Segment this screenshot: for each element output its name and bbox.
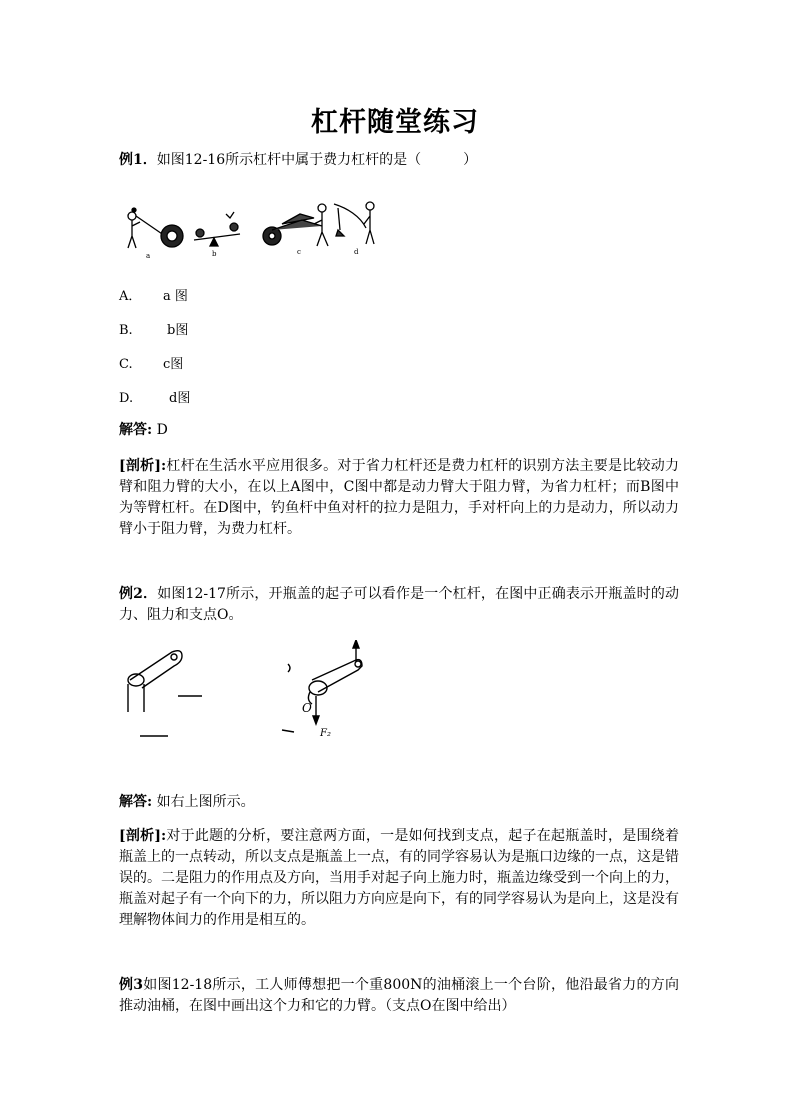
figure-label-d: d [354,248,359,256]
q1-figure [122,200,387,260]
q2-answer: 解答: 如右上图所示。 [119,794,255,810]
q1-option-c: C. c图 [119,357,184,372]
q1-text: 如图12-16所示杠杆中属于费力杠杆的是（ ） [156,152,478,168]
q1-option-a: A． a 图 [119,289,188,304]
opener-left [128,651,202,736]
figure-label-b: b [212,250,217,258]
q1-label: 例1． [119,152,157,168]
figure-d [334,202,374,244]
pivot-label: O [302,701,312,715]
figure-c [263,204,328,246]
page-title: 杠杆随堂练习 [311,107,479,138]
figure-label-a: a [146,252,151,260]
q1-analysis: [剖析]:杠杆在生活水平应用很多。对于省力杠杆还是费力杠杆的识别方法主要是比较动力臂和阻力臂的大小，在以上A图中，C图中都是动力臂大于阻力臂，为省力杠杆；而B图中为等臂杠杆。在D图中，钓鱼杆中鱼对杆的拉力是阻力，手对杆向上的力是动力，所以动力臂小于阻力臂，为费力杠杆。 [119,458,679,537]
figure-label-c: c [297,248,301,256]
figure-a [128,208,183,248]
q1-option-b: B. b图 [119,323,189,338]
q2-question: 例2．如图12-17所示，开瓶盖的起子可以看作是一个杠杆，在图中正确表示开瓶盖时的动力、阻力和支点O。 [119,586,679,623]
q2-analysis: [剖析]:对于此题的分析，要注意两方面，一是如何找到支点，起子在起瓶盖时，是围绕着瓶盖上的一点转动，所以支点是瓶盖上一点，有的同学容易认为是瓶口边缘的一点，这是错误的。二是阻力的作用点及方向，当用手对起子向上施力时，瓶盖边缘受到一个向上的力，瓶盖对起子有一个向下的力，所以阻力方向应是向下，有的同学容易认为是向上，这是没有理解物体间力的作用是相互的。 [119,828,679,928]
q2-figure [122,640,382,750]
q1-question [119,150,679,171]
force-label: F₂ [320,728,331,739]
q1-answer: 解答: D [119,422,168,438]
q1-option-d: D. d图 [119,391,191,406]
opener-right [282,640,362,732]
figure-b [194,212,240,246]
q3-question: 例3如图12-18所示，工人师傅想把一个重800N的油桶滚上一个台阶，他沿最省力的方向推动油桶，在图中画出这个力和它的力臂。（支点O在图中给出） [119,977,679,1014]
